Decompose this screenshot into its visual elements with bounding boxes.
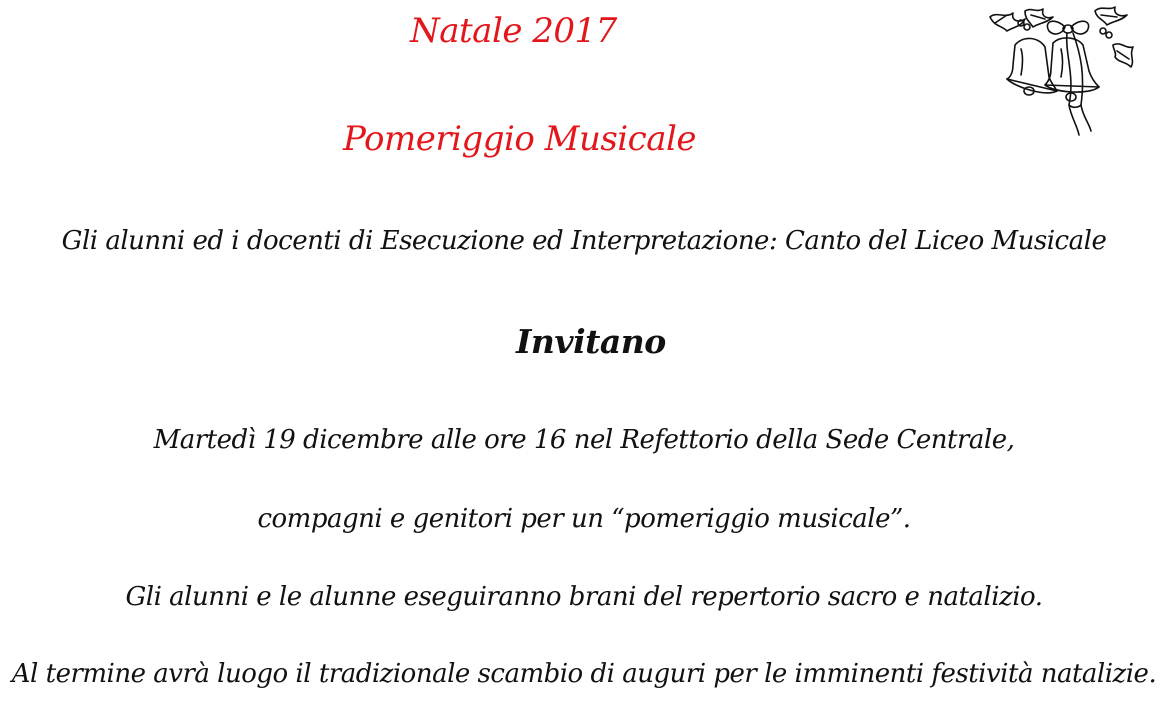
intro-line: Gli alunni ed i docenti di Esecuzione ed Interpretazione: Canto del Liceo Musicale <box>61 226 1107 256</box>
event-subtitle: Pomeriggio Musicale <box>343 119 696 159</box>
christmas-bells-icon <box>985 5 1145 140</box>
body-line-closing: Al termine avrà luogo il tradizionale scambio di auguri per le imminenti festività natalizie. <box>11 659 1157 689</box>
invite-heading: Invitano <box>516 322 666 361</box>
event-title: Natale 2017 <box>410 11 617 51</box>
body-line-guests: compagni e genitori per un “pomeriggio musicale”. <box>257 504 911 534</box>
body-line-date: Martedì 19 dicembre alle ore 16 nel Refettorio della Sede Centrale, <box>153 425 1015 455</box>
body-line-program: Gli alunni e le alunne eseguiranno brani del repertorio sacro e natalizio. <box>125 582 1043 612</box>
